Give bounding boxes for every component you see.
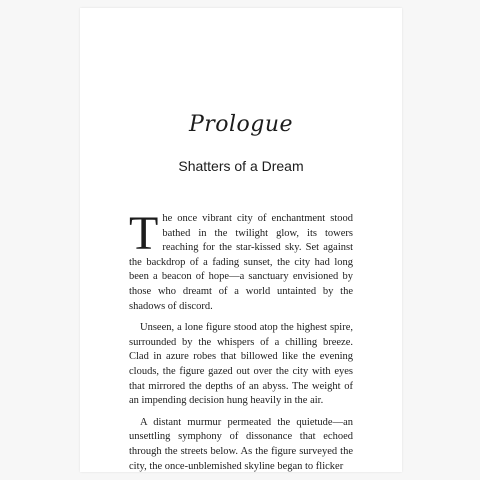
paragraph-1-text: he once vibrant city of enchantment stood bathed in the twilight glow, its towers reaching for the star-kissed sky. Set against the backdrop of a fading sunset, the city had long been a beacon of hope—a sanctuary envisioned by those who dreamt of a world untainted by the shadows of discord. [129, 213, 353, 312]
paragraph-3: A distant murmur permeated the quietude—an unsettling symphony of dissonance that echoed through the streets below. As the figure surveyed the city, the once-unblemished skyline began to flicker [129, 416, 353, 472]
paragraph-2: Unseen, a lone figure stood atop the highest spire, surrounded by the whispers of a chilling breeze. Clad in azure robes that billowed like the evening clouds, the figure gazed out over the city with eyes that mirrored the depths of an abyss. The weight of an impending decision hung heavily in the air. [129, 322, 353, 407]
chapter-title: Prologue [188, 112, 294, 137]
chapter-body [129, 207, 353, 480]
book-page [80, 8, 402, 472]
drop-cap: T [129, 207, 159, 260]
paragraph-1 [129, 207, 353, 314]
chapter-subtitle: Shatters of a Dream [178, 158, 304, 174]
